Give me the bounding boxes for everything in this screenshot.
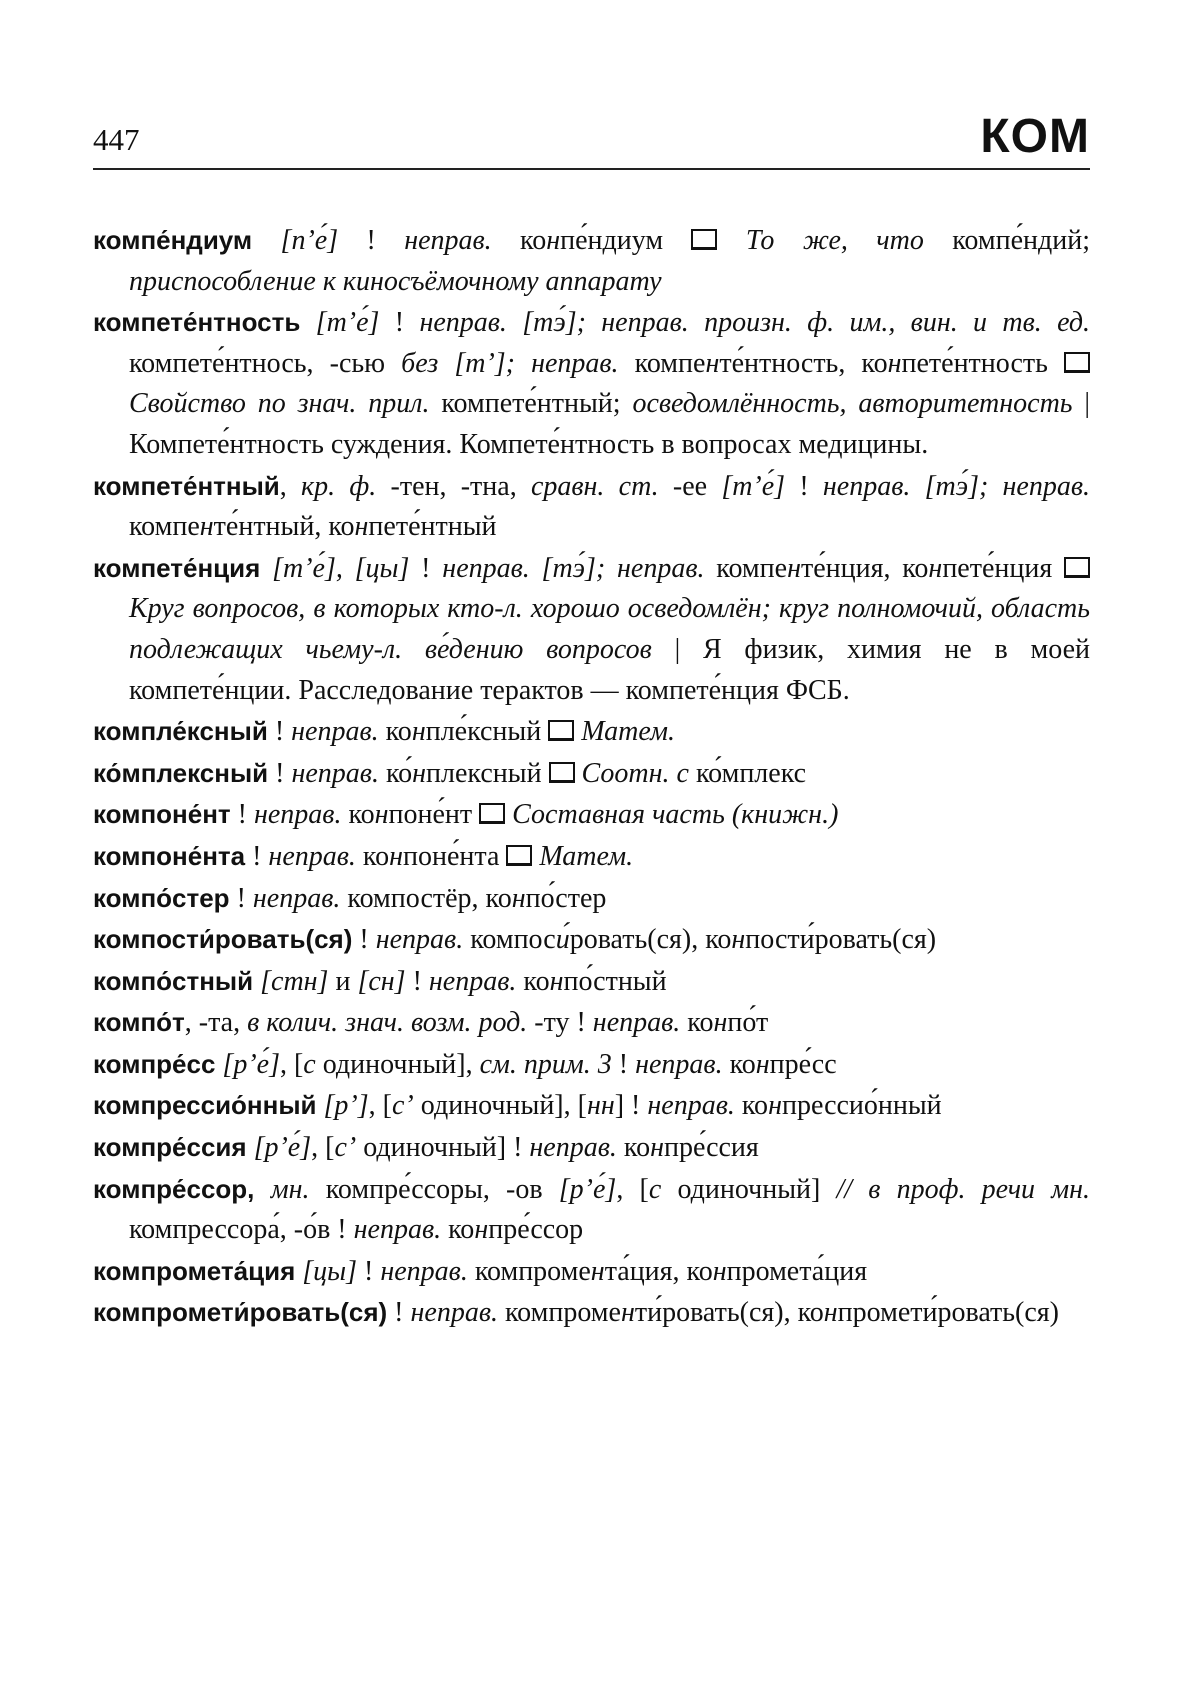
entry-text: компе́ндий;: [923, 225, 1091, 256]
dictionary-entry: [93, 1292, 1090, 1334]
italic-label: с: [648, 1173, 662, 1205]
entry-text: компрессора́, -о́в !: [129, 1214, 354, 1246]
definition-box-icon: [1064, 352, 1090, 373]
page-header: [93, 108, 1090, 170]
entry-text: компе: [618, 347, 706, 379]
entry-text: !: [785, 470, 823, 502]
entry-text: компре́ссоры, -ов: [309, 1173, 559, 1205]
italic-label: неправ.: [529, 1132, 617, 1164]
dictionary-entries: [93, 220, 1090, 1334]
entry-text: одиночный]: [661, 1173, 837, 1205]
entry-text: поне́нта: [402, 840, 507, 872]
italic-label: см. прим. 3: [479, 1048, 612, 1080]
entry-text: поне́нт: [388, 799, 480, 831]
entry-text: | Компете́нтность суждения. Компете́нтность в вопросах медицины.: [129, 388, 1091, 460]
dictionary-entry: [93, 1085, 1090, 1127]
italic-label: То же, что: [745, 225, 924, 256]
headword: компре́ссор,: [93, 1173, 271, 1204]
italic-label: н: [713, 1007, 728, 1039]
entry-text: , [: [368, 1090, 392, 1122]
italic-label: н: [768, 1090, 782, 1122]
entry-text: пете́нтный: [368, 511, 497, 543]
entry-text: и: [328, 965, 358, 997]
entry-text: компете́нтнось, -сью: [129, 347, 402, 379]
entry-text: !: [245, 840, 269, 872]
italic-label: н: [650, 1132, 664, 1164]
entry-text: та́ция, ко: [604, 1255, 713, 1287]
italic-label: [тʼе́], [цы]: [272, 552, 410, 584]
italic-label: и́: [555, 924, 570, 956]
entry-text: по́стный: [563, 965, 667, 997]
definition-box-icon: [506, 845, 532, 866]
dictionary-entry: [93, 1169, 1090, 1251]
italic-label: н: [755, 1048, 770, 1080]
page-number: 447: [93, 122, 140, 157]
entry-text: по́т: [727, 1007, 769, 1039]
entry-text: !: [338, 225, 405, 256]
entry-text: пе́ндиум: [560, 225, 692, 256]
entry-text: по́стер: [525, 882, 607, 914]
italic-label: в колич. знач. возм. род.: [247, 1007, 528, 1039]
dictionary-entry: [93, 1251, 1090, 1293]
italic-label: без [тʼ]; неправ.: [401, 347, 619, 379]
headword: компрессио́нный: [93, 1090, 317, 1121]
italic-label: [рʼе́]: [253, 1132, 312, 1164]
entry-text: те́нтность, ко: [719, 347, 888, 379]
dictionary-entry: [93, 1044, 1090, 1086]
italic-label: [тʼе́]: [721, 470, 786, 502]
italic-label: н: [511, 882, 526, 914]
italic-label: сʼ: [391, 1090, 414, 1122]
italic-label: неправ.: [410, 1297, 498, 1329]
entry-text: ко: [491, 225, 547, 256]
dictionary-entry: [93, 711, 1090, 753]
entry-text: промета́ция: [726, 1255, 868, 1287]
dictionary-entry: [93, 919, 1090, 961]
entry-text: [247, 1132, 254, 1163]
entry-text: !: [405, 965, 429, 997]
dictionary-entry: [93, 1002, 1090, 1044]
italic-label: осведомлённость, авторитетность: [632, 388, 1073, 420]
italic-label: неправ.: [353, 1214, 442, 1246]
headword: компре́ссия: [93, 1132, 247, 1163]
entry-text: те́нтный, ко: [213, 511, 355, 543]
entry-text: пре́ссор: [488, 1214, 584, 1246]
italic-label: неправ.: [404, 225, 492, 256]
italic-label: неправ.: [635, 1048, 723, 1080]
entry-text: ко́: [378, 757, 413, 789]
entry-text: , -та,: [184, 1007, 248, 1039]
definition-box-icon: [691, 229, 717, 250]
dictionary-entry: [93, 466, 1090, 548]
entry-text: ровать(ся), ко: [569, 924, 732, 956]
entry-text: компе: [129, 511, 200, 543]
entry-text: ко: [378, 716, 412, 748]
entry-text: ко: [616, 1132, 651, 1164]
italic-label: Составная часть (книжн.): [512, 799, 839, 831]
headword: компоне́нт: [93, 799, 231, 830]
italic-label: н: [712, 1255, 727, 1287]
entry-text: промети́ровать(ся): [837, 1297, 1059, 1329]
headword: компоне́нта: [93, 840, 246, 871]
italic-label: неправ.: [252, 882, 341, 914]
entry-text: , [: [616, 1173, 649, 1205]
italic-label: н: [928, 552, 943, 584]
entry-text: плексный: [426, 757, 549, 789]
entry-text: ко: [734, 1090, 769, 1122]
entry-text: , [: [311, 1132, 335, 1164]
entry-text: !: [409, 552, 443, 584]
italic-label: кр. ф.: [301, 470, 377, 502]
headword: компете́нция: [93, 552, 261, 583]
entry-text: !: [611, 1048, 636, 1080]
italic-label: н: [389, 840, 403, 872]
entry-text: [575, 758, 582, 789]
italic-label: приспособление к киносъёмочному аппарату: [129, 265, 662, 297]
italic-label: н: [705, 347, 720, 379]
headword: компре́сс: [93, 1048, 216, 1079]
italic-label: неправ.: [291, 716, 379, 748]
dictionary-entry: [93, 961, 1090, 1003]
italic-label: неправ.: [291, 757, 379, 789]
entry-text: !: [267, 716, 292, 748]
italic-label: [тʼе́]: [315, 307, 380, 339]
entry-text: пле́ксный: [425, 716, 549, 748]
italic-label: Свойство по знач. прил.: [129, 388, 430, 420]
entry-text: пете́нция: [942, 552, 1065, 584]
entry-text: !: [387, 1297, 411, 1329]
headword: компромети́ровать(ся): [93, 1297, 388, 1328]
italic-label: неправ.: [647, 1090, 735, 1122]
italic-label: мн.: [270, 1173, 310, 1205]
entry-text: !: [268, 757, 292, 789]
entry-text: ко́мплекс: [688, 757, 807, 789]
italic-label: сʼ: [334, 1132, 357, 1164]
entry-text: ко: [680, 1007, 714, 1039]
entry-text: пости́ровать(ся): [745, 924, 937, 956]
entry-text: ] !: [614, 1090, 648, 1122]
entry-text: компос: [463, 924, 556, 956]
headword: компо́стный: [93, 965, 254, 996]
italic-label: с: [303, 1048, 316, 1080]
headword: компете́нтность: [93, 307, 301, 338]
italic-label: неправ. [тэ́]; неправ.: [822, 470, 1090, 502]
italic-label: неправ.: [253, 799, 342, 831]
italic-label: н: [887, 347, 902, 379]
italic-label: [рʼе́]: [558, 1173, 617, 1205]
headword: компромета́ция: [93, 1255, 296, 1286]
headword: компе́ндиум: [93, 225, 253, 255]
definition-box-icon: [1064, 557, 1090, 578]
headword: компости́ровать(ся): [93, 924, 353, 955]
entry-text: ко: [441, 1214, 475, 1246]
italic-label: н: [354, 511, 369, 543]
entry-text: компроме: [497, 1297, 621, 1329]
italic-label: [цы]: [302, 1255, 358, 1287]
headword: компо́т: [93, 1007, 185, 1038]
italic-label: сравн. ст.: [530, 470, 659, 502]
italic-label: н: [199, 511, 214, 543]
dictionary-entry: [93, 220, 1090, 302]
entry-text: ко: [516, 965, 550, 997]
entry-text: -ее: [658, 470, 722, 502]
definition-box-icon: [479, 803, 505, 824]
italic-label: н: [546, 225, 561, 256]
italic-label: н: [590, 1255, 605, 1287]
dictionary-entry: [93, 302, 1090, 465]
italic-label: н: [787, 552, 801, 584]
entry-text: -тен, -тна,: [376, 470, 531, 502]
italic-label: н: [411, 716, 426, 748]
headword: компле́ксный: [93, 716, 268, 747]
definition-box-icon: [549, 762, 575, 783]
entry-text: [252, 225, 280, 256]
italic-label: нн: [586, 1090, 615, 1122]
headword: компете́нтный: [93, 470, 280, 501]
italic-label: неправ.: [380, 1255, 468, 1287]
headword: компо́стер: [93, 882, 230, 913]
entry-text: пете́нтность: [901, 347, 1065, 379]
italic-label: неправ. [тэ́]; неправ. произн. ф. им., вин. и тв. ед.: [419, 307, 1091, 339]
italic-label: [сн]: [357, 965, 406, 997]
definition-box-icon: [548, 720, 574, 741]
entry-text: !: [230, 799, 254, 831]
entry-text: !: [229, 882, 253, 914]
entry-text: !: [357, 1255, 381, 1287]
entry-text: [260, 553, 272, 584]
italic-label: н: [823, 1297, 838, 1329]
italic-label: Матем.: [539, 840, 634, 872]
entry-text: одиночный], [: [413, 1090, 587, 1122]
entry-text: -ту !: [527, 1007, 593, 1039]
entry-text: !: [379, 307, 420, 339]
entry-text: ко: [722, 1048, 756, 1080]
entry-text: ти́ровать(ся), ко: [634, 1297, 824, 1329]
italic-label: [пʼе́]: [280, 225, 339, 256]
entry-text: , [: [279, 1048, 304, 1080]
entry-text: [717, 225, 745, 256]
dictionary-entry: [93, 836, 1090, 878]
entry-text: !: [352, 924, 376, 956]
entry-text: прессио́нный: [781, 1090, 942, 1122]
entry-text: одиночный],: [315, 1048, 480, 1080]
entry-text: пре́ссия: [663, 1132, 759, 1164]
italic-label: // в проф. речи мн.: [836, 1173, 1090, 1205]
entry-text: компостёр, ко: [340, 882, 512, 914]
italic-label: н: [412, 757, 427, 789]
italic-label: неправ.: [592, 1007, 681, 1039]
entry-text: [317, 1090, 324, 1121]
italic-label: неправ.: [375, 924, 464, 956]
italic-label: [рʼе́]: [222, 1048, 280, 1080]
italic-label: н: [549, 965, 564, 997]
entry-text: компете́нтный;: [429, 388, 633, 420]
dictionary-entry: [93, 753, 1090, 795]
entry-text: одиночный] !: [356, 1132, 530, 1164]
dictionary-entry: [93, 1127, 1090, 1169]
italic-label: н: [731, 924, 746, 956]
guide-word: КОМ: [980, 110, 1090, 163]
italic-label: неправ. [тэ́]; неправ.: [442, 552, 705, 584]
italic-label: Соотн. с: [581, 757, 689, 789]
entry-text: те́нция, ко: [800, 552, 929, 584]
entry-text: ко: [355, 840, 390, 872]
italic-label: Матем.: [581, 716, 675, 748]
dictionary-entry: [93, 794, 1090, 836]
dictionary-entry: [93, 878, 1090, 920]
entry-text: [300, 307, 315, 338]
italic-label: неправ.: [268, 840, 356, 872]
italic-label: н: [374, 799, 389, 831]
entry-text: компе: [704, 552, 788, 584]
entry-text: | Я физик, химия не в моей компете́нции. Расследование терактов — компете́нция ФСБ.: [129, 633, 1090, 706]
italic-label: н: [474, 1214, 489, 1246]
italic-label: [стн]: [260, 965, 329, 997]
italic-label: неправ.: [428, 965, 517, 997]
dictionary-entry: [93, 548, 1090, 711]
headword: ко́мплексный: [93, 757, 269, 788]
entry-text: пре́сс: [769, 1048, 837, 1080]
italic-label: Круг вопросов, в которых кто-л. хорошо осведомлён; круг полномочий, область подлежащих чьему-л. ве́дению вопросов: [129, 593, 1090, 665]
italic-label: [рʼ]: [323, 1090, 369, 1122]
entry-text: ко: [341, 799, 375, 831]
entry-text: компроме: [467, 1255, 591, 1287]
italic-label: н: [620, 1297, 635, 1329]
entry-text: ,: [279, 470, 302, 502]
